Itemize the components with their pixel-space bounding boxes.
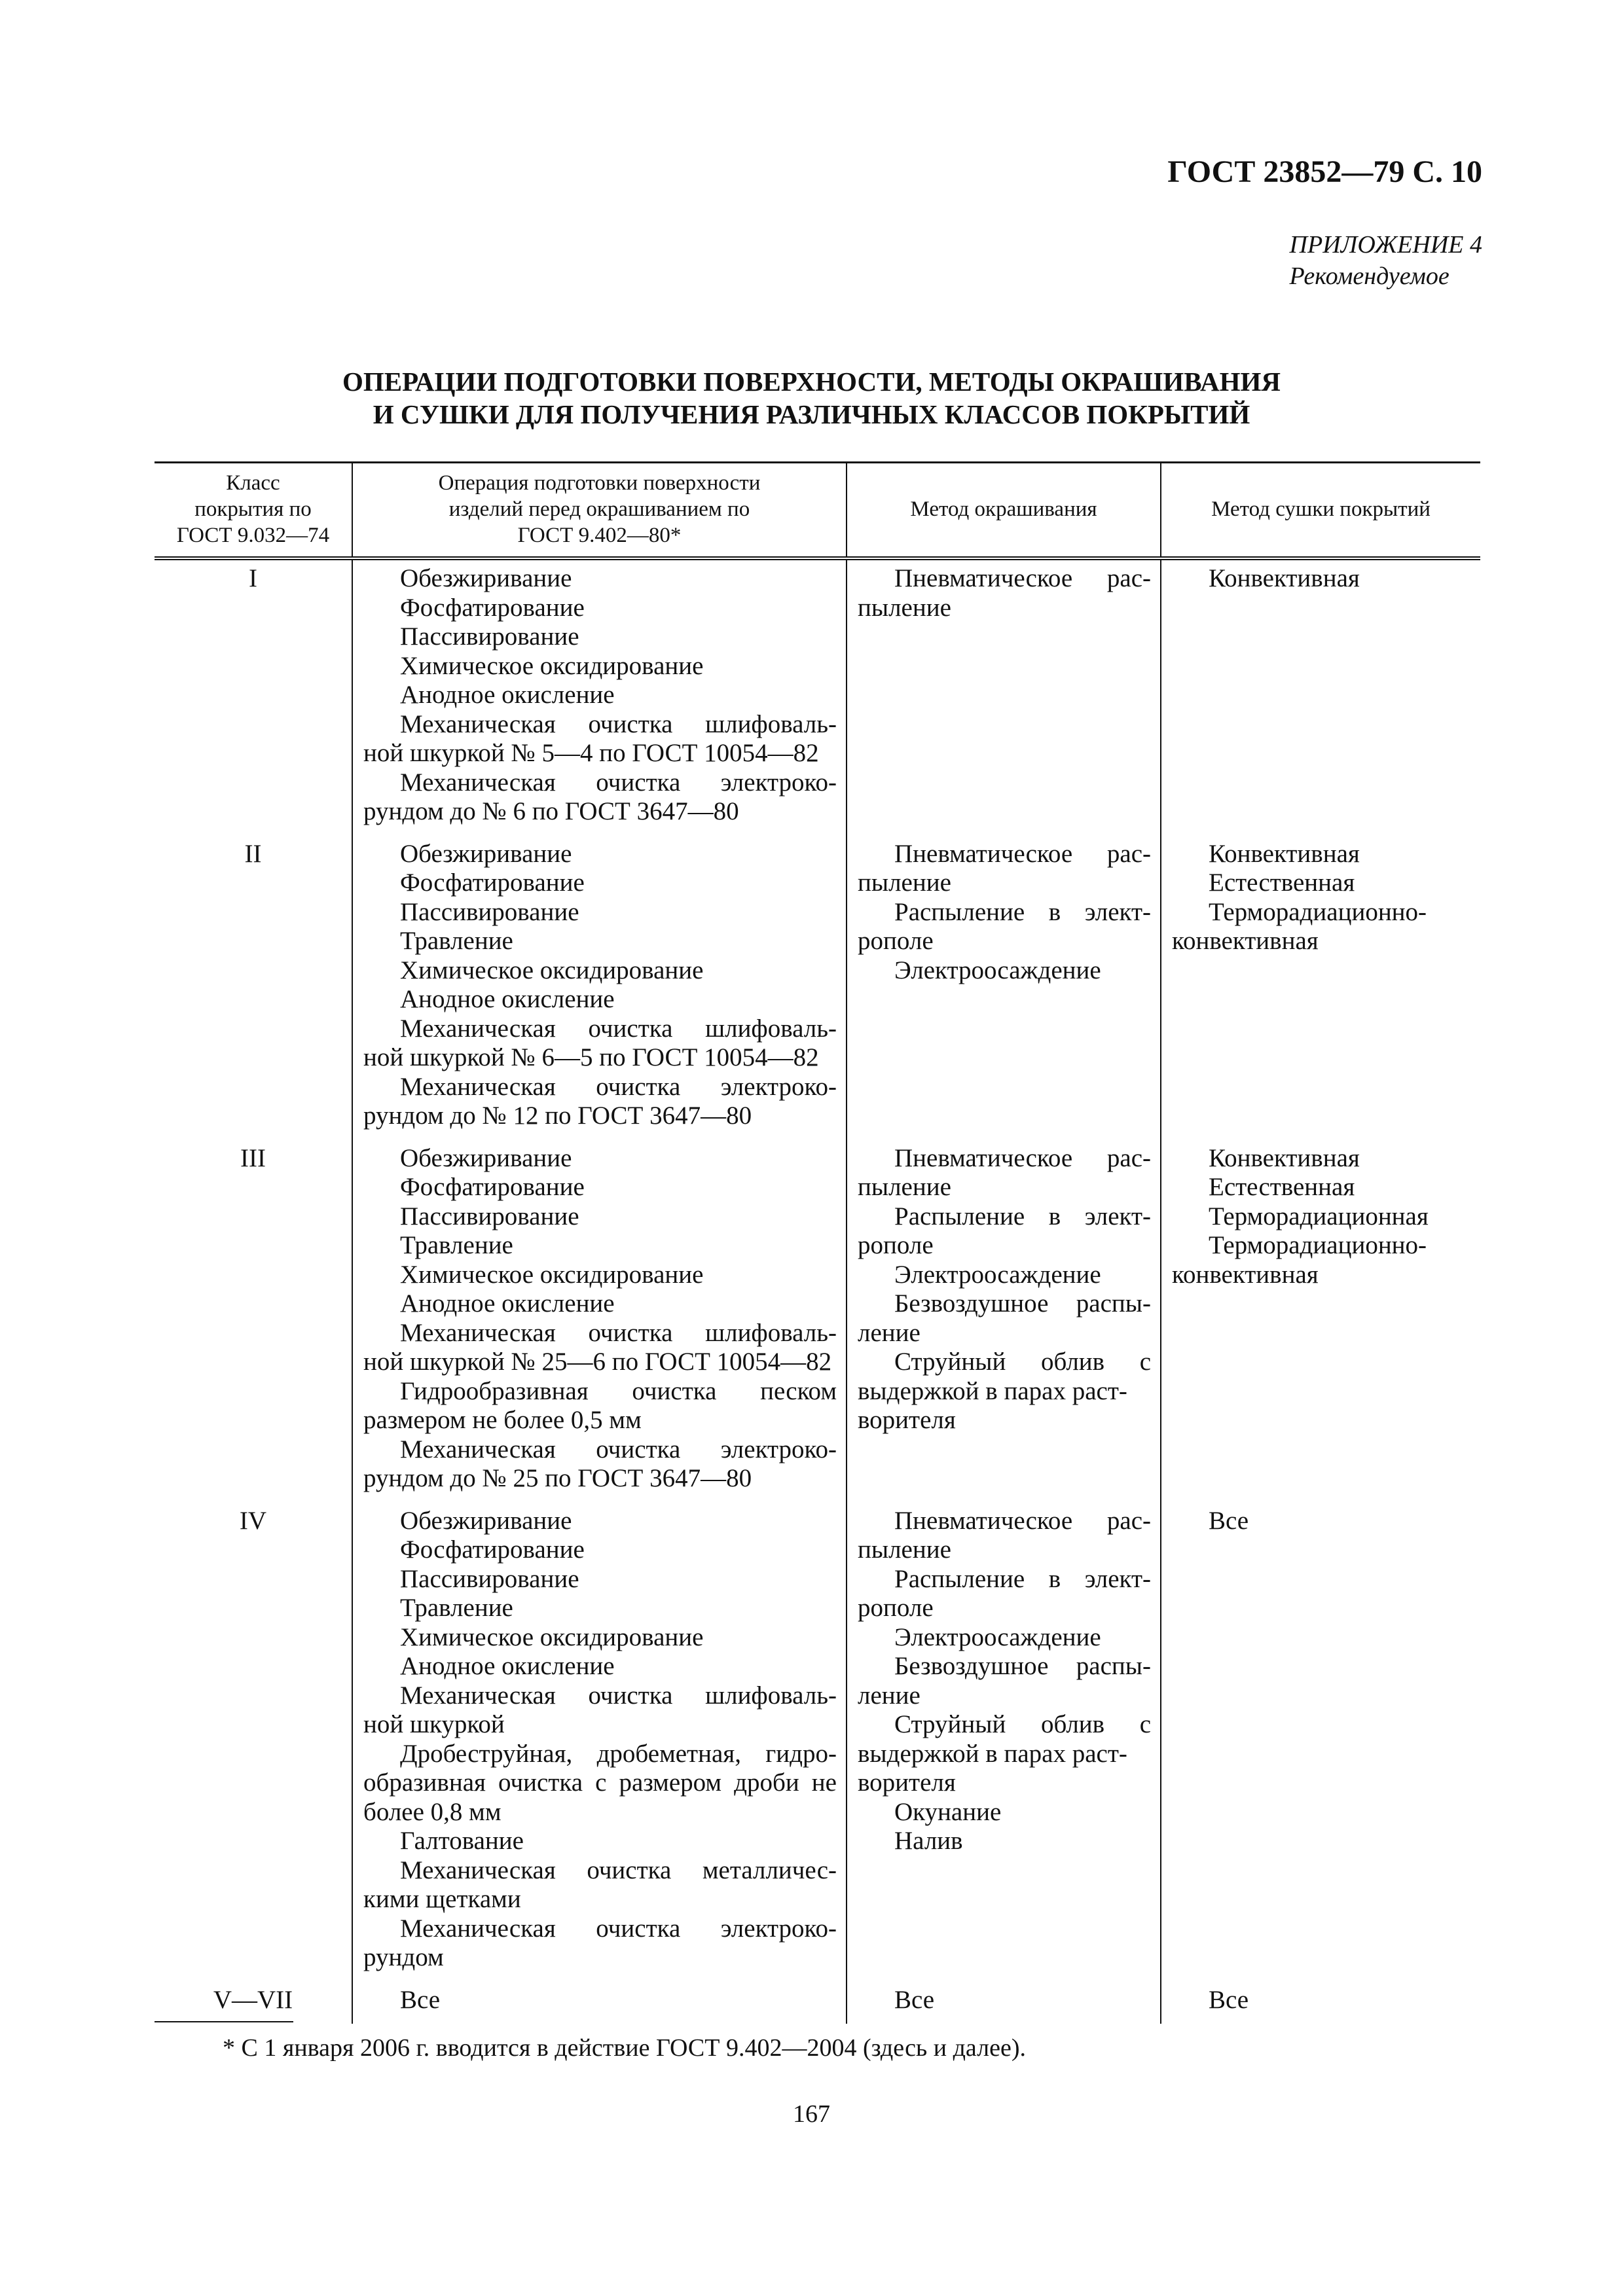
paint-method-line: Безвоздушное распы- [894, 1289, 1151, 1318]
appendix-block [1290, 229, 1482, 292]
prep-operation-line: Галтование [400, 1827, 524, 1855]
prep-operation-line: Механическая очистка шлифоваль- [400, 709, 837, 738]
prep-operation-line: Механическая очистка шлифоваль- [400, 1681, 837, 1710]
paint-method-line: рополе [858, 1594, 934, 1622]
paint-method-line: пыление [858, 869, 951, 897]
dry-method-line: Все [1209, 1506, 1249, 1535]
prep-operations-cell [352, 1982, 847, 2024]
prep-operation-line: Пассивирование [400, 897, 579, 926]
dry-method-line: конвективная [1172, 1260, 1319, 1289]
prep-operation-line: Химическое оксидирование [400, 1260, 704, 1289]
paint-method-line: Электроосаждение [894, 1260, 1101, 1289]
dry-method-line: Конвективная [1209, 564, 1360, 592]
coating-classes-table-container [155, 461, 1480, 2024]
prep-operation-line: Механическая очистка электроко- [400, 1435, 837, 1463]
prep-operation-line: Анодное окисление [400, 985, 615, 1013]
prep-operation-line: рундом до № 6 по ГОСТ 3647—80 [363, 797, 739, 825]
title-line-2: И СУШКИ ДЛЯ ПОЛУЧЕНИЯ РАЗЛИЧНЫХ КЛАССОВ ПОКРЫТИЙ [373, 399, 1250, 429]
prep-operation-line: Дробеструйная, дробеметная, гидро- [400, 1739, 837, 1768]
prep-operation-line: ной шкуркой № 5—4 по ГОСТ 10054—82 [363, 739, 819, 767]
prep-operation-line: Фосфатирование [400, 593, 585, 622]
title-line-1: ОПЕРАЦИИ ПОДГОТОВКИ ПОВЕРХНОСТИ, МЕТОДЫ ОКРАШИВАНИЯ [342, 367, 1281, 397]
page-header: ГОСТ 23852—79 С. 10 [1167, 154, 1482, 189]
dry-method-line: Естественная [1209, 1173, 1355, 1201]
paint-method-cell [847, 836, 1161, 1140]
header-prep [352, 463, 847, 559]
header-prep-line: изделий перед окрашиванием по [448, 497, 750, 521]
coating-class-cell: III [240, 1143, 266, 1172]
prep-operation-line: Пассивирование [400, 1564, 579, 1593]
paint-method-line: рополе [858, 927, 934, 955]
prep-operation-line: кими щетками [363, 1885, 521, 1913]
prep-operation-line: Травление [400, 1594, 513, 1622]
prep-operation-line: Механическая очистка электроко- [400, 1914, 837, 1943]
header-prep-line: Операция подготовки поверхности [438, 471, 761, 495]
paint-method-line: выдержкой в парах раст- [858, 1739, 1127, 1768]
paint-method-cell [847, 558, 1161, 836]
paint-method-line: Распыление в элект- [894, 1564, 1151, 1593]
prep-operations-cell [352, 558, 847, 836]
paint-method-line: пыление [858, 1535, 951, 1564]
dry-method-cell [1161, 1140, 1480, 1503]
paint-method-line: Пневматическое рас- [894, 839, 1151, 868]
coating-class-cell: II [244, 839, 262, 868]
paint-method-line: Электроосаждение [894, 1623, 1101, 1651]
paint-method-line: Безвоздушное распы- [894, 1652, 1151, 1680]
prep-operation-line: рундом [363, 1943, 444, 1971]
prep-operation-line: Механическая очистка металличес- [400, 1856, 837, 1884]
table-row [155, 1503, 1480, 1982]
table-row [155, 558, 1480, 836]
dry-method-line: Терморадиационно- [1209, 1231, 1427, 1259]
prep-operation-line: Анодное окисление [400, 681, 615, 709]
dry-method-line: Конвективная [1209, 839, 1360, 868]
dry-method-line: Терморадиационно- [1209, 897, 1427, 926]
dry-method-cell [1161, 558, 1480, 836]
paint-method-line: Пневматическое рас- [894, 1506, 1151, 1535]
prep-operation-line: Механическая очистка шлифоваль- [400, 1318, 837, 1347]
header-class-line: Класс [226, 471, 280, 495]
paint-method-cell [847, 1140, 1161, 1503]
appendix-label: ПРИЛОЖЕНИЕ 4 [1289, 231, 1482, 259]
prep-operation-line: Гидрообразивная очистка песком [400, 1376, 837, 1405]
paint-method-line: выдержкой в парах раст- [858, 1376, 1127, 1405]
paint-method-line: Налив [894, 1827, 963, 1855]
prep-operation-line: более 0,8 мм [363, 1797, 501, 1826]
prep-operation-line: Все [400, 1985, 441, 2014]
paint-method-line: Распыление в элект- [894, 1202, 1151, 1230]
paint-method-line: Пневматическое рас- [894, 564, 1151, 592]
prep-operations-cell [352, 1140, 847, 1503]
appendix-status: Рекомендуемое [1289, 262, 1450, 290]
document-title [0, 365, 1623, 431]
coating-class-cell: I [249, 564, 257, 592]
prep-operation-line: Фосфатирование [400, 1173, 585, 1201]
paint-method-line: ворителя [858, 1768, 956, 1797]
dry-method-line: Конвективная [1209, 1143, 1360, 1172]
dry-method-cell [1161, 836, 1480, 1140]
table-body [155, 558, 1480, 2024]
dry-method-line: Все [1209, 1985, 1249, 2014]
prep-operation-line: образивная очистка с размером дроби не [363, 1768, 837, 1797]
prep-operation-line: ной шкуркой № 6—5 по ГОСТ 10054—82 [363, 1043, 819, 1071]
footnote-divider [155, 2021, 293, 2022]
prep-operations-cell [352, 1503, 847, 1982]
table-row [155, 836, 1480, 1140]
prep-operation-line: Механическая очистка шлифоваль- [400, 1014, 837, 1043]
dry-method-line: Естественная [1209, 869, 1355, 897]
paint-method-line: Электроосаждение [894, 956, 1101, 984]
paint-method-line: рополе [858, 1231, 934, 1259]
prep-operation-line: Фосфатирование [400, 869, 585, 897]
paint-method-line: ление [858, 1681, 921, 1710]
dry-method-cell [1161, 1982, 1480, 2024]
prep-operation-line: Механическая очистка электроко- [400, 768, 837, 797]
paint-method-line: Пневматическое рас- [894, 1143, 1151, 1172]
coating-class-cell: V—VII [213, 1985, 293, 2014]
prep-operation-line: Анодное окисление [400, 1289, 615, 1318]
coating-classes-table [155, 461, 1480, 2024]
paint-method-line: Окунание [894, 1797, 1002, 1826]
paint-method-line: пыление [858, 593, 951, 622]
dry-method-cell [1161, 1503, 1480, 1982]
header-class-line: покрытия по [194, 497, 312, 521]
prep-operation-line: рундом до № 25 по ГОСТ 3647—80 [363, 1464, 752, 1492]
prep-operation-line: Обезжиривание [400, 564, 572, 592]
header-class-line: ГОСТ 9.032—74 [176, 524, 330, 547]
prep-operation-line: Пассивирование [400, 622, 579, 651]
prep-operation-line: размером не более 0,5 мм [363, 1406, 642, 1434]
paint-method-line: Распыление в элект- [894, 897, 1151, 926]
paint-method-line: пыление [858, 1173, 951, 1201]
header-prep-line: ГОСТ 9.402—80* [517, 524, 682, 547]
table-header-row [155, 463, 1480, 559]
header-class [155, 463, 352, 559]
prep-operation-line: Травление [400, 1231, 513, 1259]
table-row [155, 1982, 1480, 2024]
paint-method-line: Все [894, 1985, 935, 2014]
prep-operation-line: Химическое оксидирование [400, 956, 704, 984]
prep-operation-line: ной шкуркой № 25—6 по ГОСТ 10054—82 [363, 1348, 832, 1376]
coating-class-cell: IV [239, 1506, 267, 1535]
prep-operation-line: Обезжиривание [400, 839, 572, 868]
table-row [155, 1140, 1480, 1503]
prep-operations-cell [352, 836, 847, 1140]
paint-method-cell [847, 1982, 1161, 2024]
page-number: 167 [793, 2100, 830, 2128]
prep-operation-line: Пассивирование [400, 1202, 579, 1230]
paint-method-line: Струйный облив с [894, 1348, 1151, 1376]
prep-operation-line: Травление [400, 927, 513, 955]
paint-method-line: ворителя [858, 1406, 956, 1434]
prep-operation-line: Фосфатирование [400, 1535, 585, 1564]
prep-operation-line: Обезжиривание [400, 1143, 572, 1172]
prep-operation-line: Химическое оксидирование [400, 651, 704, 680]
paint-method-cell [847, 1503, 1161, 1982]
header-paint-method: Метод окрашивания [847, 463, 1161, 559]
footnote: * С 1 января 2006 г. вводится в действие ГОСТ 9.402—2004 (здесь и далее). [223, 2034, 1026, 2062]
header-dry-method: Метод сушки покрытий [1161, 463, 1480, 559]
dry-method-line: конвективная [1172, 927, 1319, 955]
prep-operation-line: Обезжиривание [400, 1506, 572, 1535]
paint-method-line: Струйный облив с [894, 1710, 1151, 1738]
paint-method-line: ление [858, 1318, 921, 1347]
prep-operation-line: рундом до № 12 по ГОСТ 3647—80 [363, 1102, 752, 1130]
dry-method-line: Терморадиационная [1209, 1202, 1429, 1230]
prep-operation-line: Механическая очистка электроко- [400, 1072, 837, 1101]
prep-operation-line: Химическое оксидирование [400, 1623, 704, 1651]
prep-operation-line: Анодное окисление [400, 1652, 615, 1680]
prep-operation-line: ной шкуркой [363, 1710, 505, 1738]
